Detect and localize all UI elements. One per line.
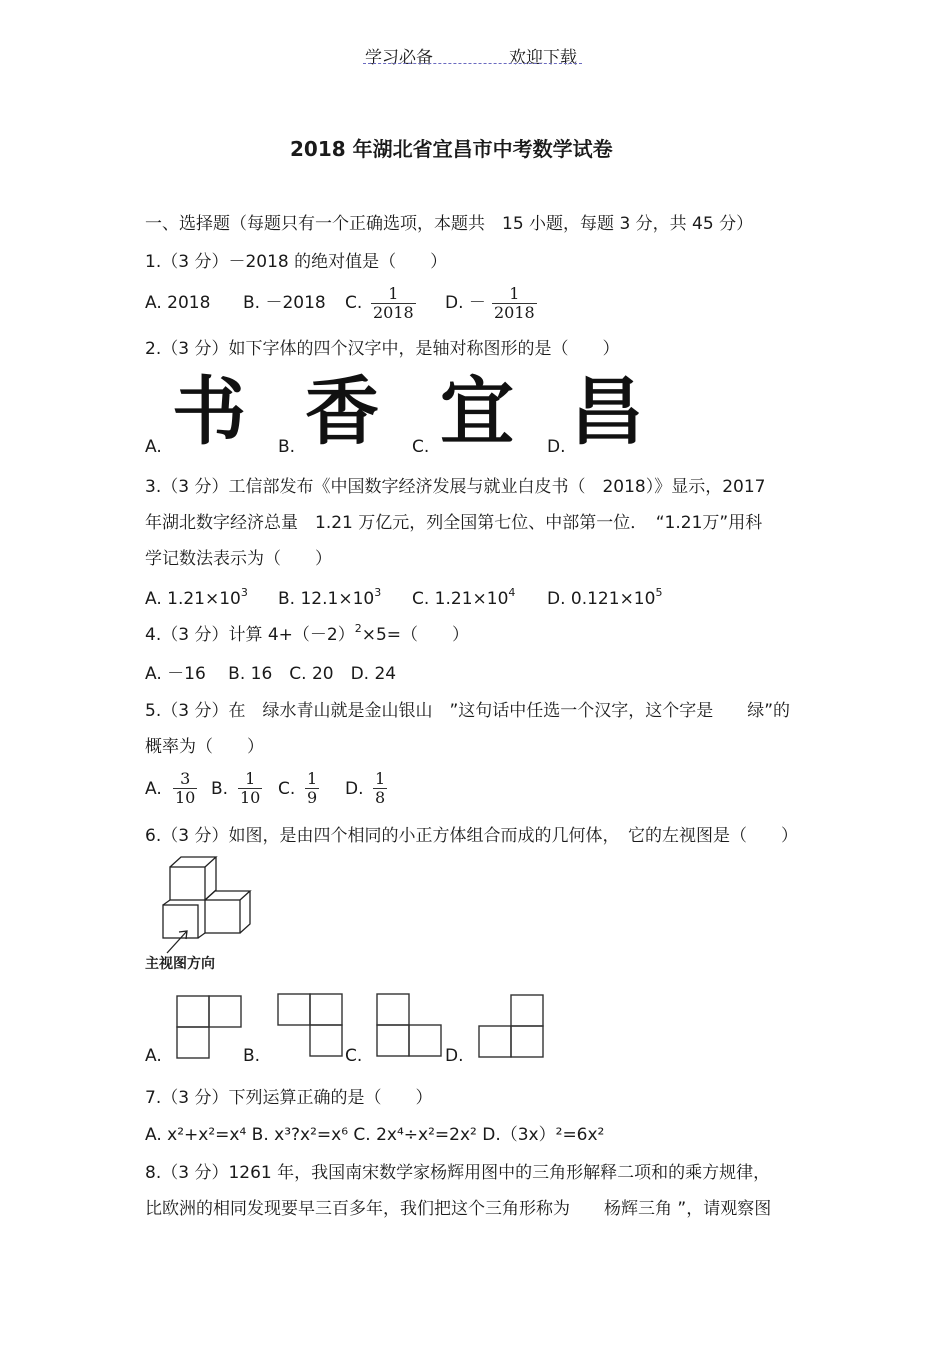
q6-option-d: D. [445, 1046, 464, 1066]
q5-line1: 5.（3 分）在 绿水青山就是金山银山 ”这句话中任选一个汉字，这个字是 绿”的 [145, 701, 791, 721]
q8-line1: 8.（3 分）1261 年，我国南宋数学家杨辉用图中的三角形解释二项和的乘方规律， [145, 1163, 771, 1183]
q6-stem: 6.（3 分）如图，是由四个相同的小正方体组合而成的几何体， 它的左视图是（ ） [145, 826, 798, 846]
q5-option-b: B. [211, 779, 229, 799]
q3-option-d: D. $0.121\times 10^5$ [547, 586, 663, 609]
q6-figure-label: 主视图方向 [145, 956, 215, 972]
header-divider [363, 63, 582, 64]
q3-line2: 年湖北数字经济总量 1.21 万亿元，列全国第七位、中部第一位． “1.21万”用科 [145, 513, 763, 533]
q6-option-c: C. [345, 1046, 363, 1066]
header-right: 欢迎下载 [509, 48, 577, 68]
q5-option-a: A. [145, 779, 162, 799]
q2-char-xiang: 香 [305, 369, 379, 455]
q1-option-b: B. －2018 [243, 293, 326, 313]
q3-line1: 3.（3 分）工信部发布《中国数字经济发展与就业白皮书（ 2018）》显示，2017 [145, 477, 766, 497]
q1-d-fraction: $\frac{1}{2018}$ [494, 284, 535, 322]
q5-d-fraction: $\frac{1}{8}$ [375, 769, 386, 807]
q2-option-c: C. [412, 437, 430, 457]
q1-c-fraction: $\frac{1}{2018}$ [373, 284, 414, 322]
q4-stem: 4.（3 分）计算 $4+(-2)^2\times 5=$（ ） [145, 622, 470, 645]
q6-view-a [176, 995, 242, 1059]
q5-line2: 概率为（ ） [145, 737, 264, 757]
q6-option-a: A. [145, 1046, 162, 1066]
q2-char-chang: 昌 [570, 369, 644, 455]
q6-view-c [376, 993, 442, 1057]
q6-view-b [277, 993, 343, 1057]
q2-char-yi: 宜 [440, 369, 514, 455]
q2-option-d: D. [547, 437, 566, 457]
q5-option-d: D. [345, 779, 364, 799]
q3-option-c: C. $1.21\times 10^4$ [412, 586, 516, 609]
q1-stem: 1.（3 分）－2018 的绝对值是（ ） [145, 252, 448, 272]
q7-stem: 7.（3 分）下列运算正确的是（ ） [145, 1088, 433, 1108]
q6-view-d [478, 994, 544, 1058]
q3-option-a: A. $1.21\times 10^3$ [145, 586, 248, 609]
section-heading: 一、选择题（每题只有一个正确选项，本题共 15 小题，每题 3 分，共 45 分） [145, 214, 754, 234]
q6-cube-figure [145, 855, 255, 940]
q1-option-d: D. － [445, 293, 486, 313]
q2-char-shu: 书 [172, 369, 246, 455]
q3-option-b: B. $12.1\times 10^3$ [278, 586, 382, 609]
q2-stem: 2.（3 分）如下字体的四个汉字中，是轴对称图形的是（ ） [145, 339, 620, 359]
q7-options: A. x²+x²=x⁴ B. x³?x²=x⁶ C. 2x⁴÷x²=2x² D.（3x）²=6x² [145, 1125, 605, 1145]
header-left: 学习必备 [365, 48, 433, 68]
q8-line2: 比欧洲的相同发现要早三百多年，我们把这个三角形称为 杨辉三角 ”，请观察图 [145, 1199, 772, 1219]
page-title: 2018 年湖北省宜昌市中考数学试卷 [290, 137, 613, 161]
q3-line3: 学记数法表示为（ ） [145, 549, 332, 569]
q2-option-b: B. [278, 437, 296, 457]
q5-a-fraction: $\frac{3}{10}$ [175, 769, 196, 807]
q4-options: A. －16 B. 16 C. 20 D. 24 [145, 664, 397, 684]
q5-c-fraction: $\frac{1}{9}$ [307, 769, 318, 807]
q5-option-c: C. [278, 779, 296, 799]
q1-option-c: C. [345, 293, 363, 313]
q6-option-b: B. [243, 1046, 261, 1066]
q2-option-a: A. [145, 437, 162, 457]
q1-option-a: A. 2018 [145, 293, 211, 313]
q5-b-fraction: $\frac{1}{10}$ [240, 769, 261, 807]
